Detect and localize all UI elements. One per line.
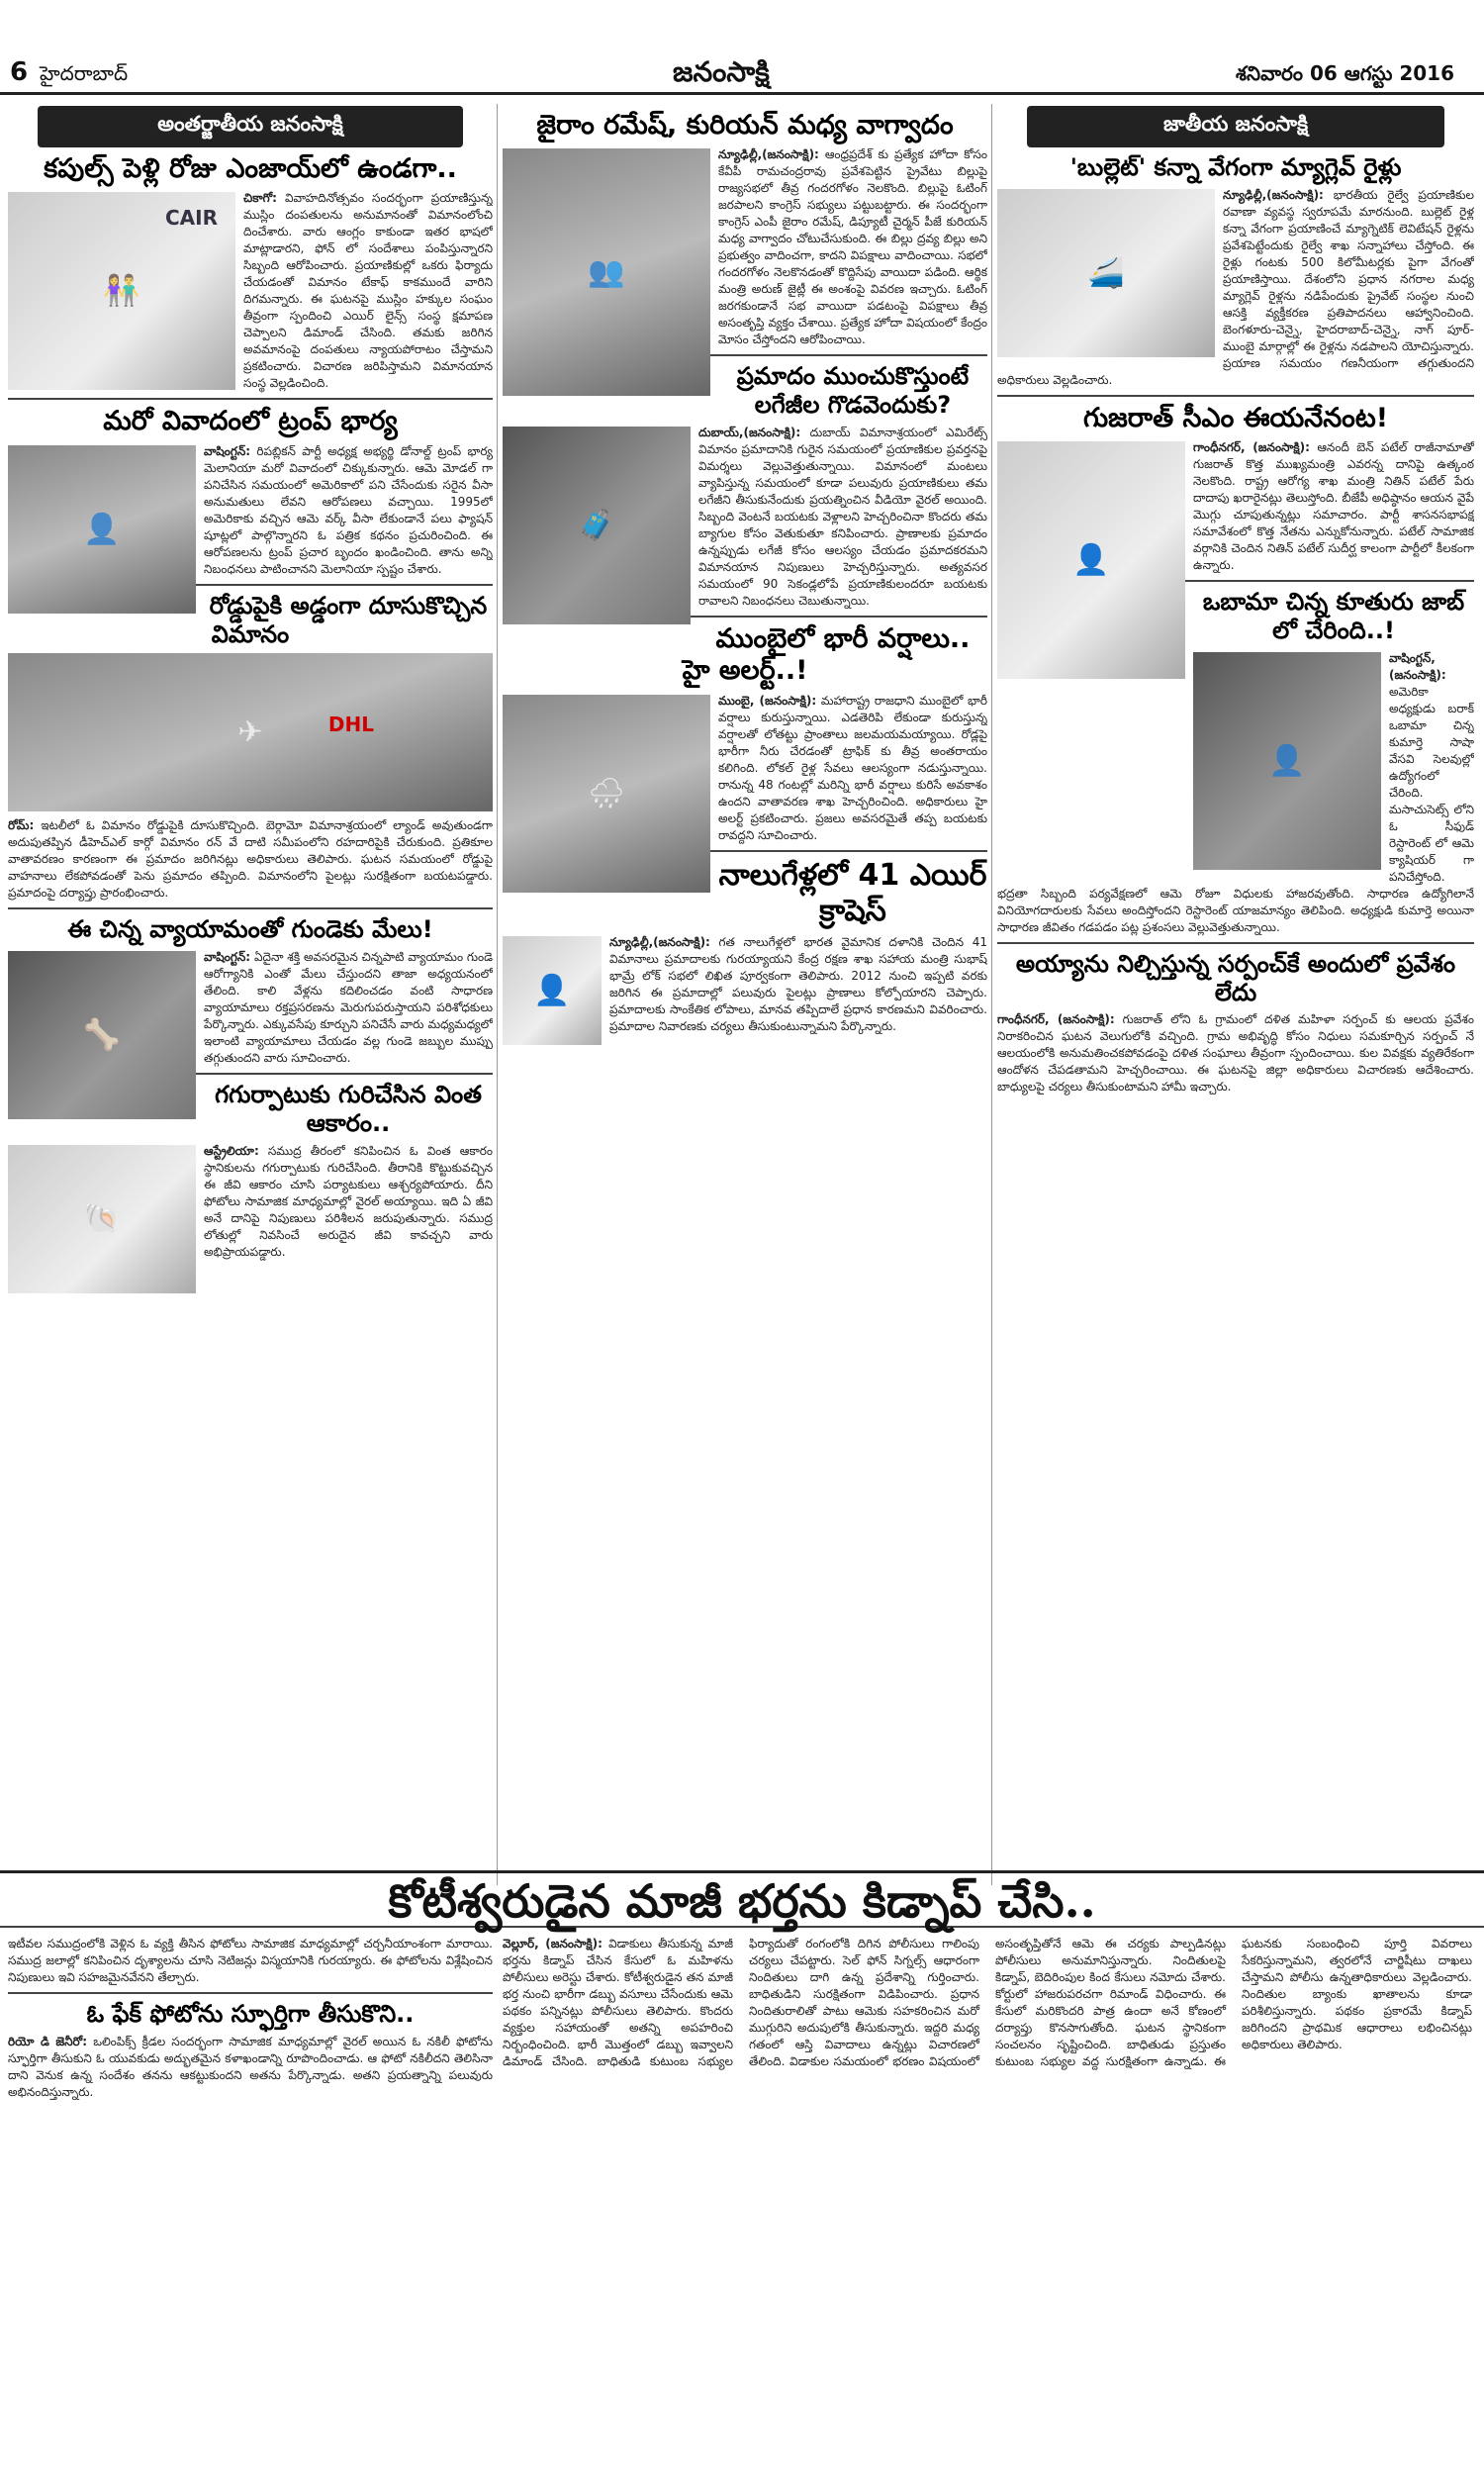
story-text: ఏదైనా శక్తి అవసరమైన చిన్నపాటి వ్యాయామం గుండె ఆరోగ్యానికి ఎంతో మేలు చేస్తుందని తాజా అధ్యయనంలో తేలింది. కాలి వేళ్లను కదిలించడం వంటి సాధారణ వ్యాయామాలు రక్తప్రసరణను మెరుగుపరుస్తాయని పరిశోధకులు పేర్కొన్నారు. ఎక్కువసేపు కూర్చుని పనిచేసే వారు మధ్యమధ్యలో ఇలాంటి వ్యాయామాలు చేయడం వల్ల గుండె జబ్బుల ముప్పు తగ్గుతుందని వారు సూచించారు. — [204, 950, 493, 1066]
headline: అయ్యాను నిల్చిస్తున్న సర్పంచ్‌కే అందులో ప్రవేశం లేదు — [1015, 949, 1456, 1006]
story-couple-flight — [8, 153, 493, 400]
headline: గగుర్పాటుకు గురిచేసిన వింత ఆకారం.. — [215, 1081, 482, 1137]
dateline: వాషింగ్టన్: — [204, 950, 251, 965]
story-mumbai-rains — [503, 623, 987, 852]
story-gujarat-cm — [997, 403, 1474, 582]
train-photo-icon: 🚄 — [1087, 255, 1125, 291]
story-text: విడాకులు తీసుకున్న మాజీ భర్తను కిడ్నాప్ చేసిన కేసులో ఓ మహిళను పోలీసులు అరెస్టు చేశారు. కోటీశ్వరుడైన తన మాజీ భర్త నుంచి భారీగా డబ్బు వసూలు చేసేందుకు ఆమె పథకం పన్నినట్లు పోలీసులు తెలిపారు. కొందరు వ్యక్తుల సహాయంతో అతన్ని అపహరించి నిర్బంధించింది. భారీ మొత్తంలో డబ్బు ఇవ్వాలని డిమాండ్ చేసింది. బాధితుడి కుటుంబ సభ్యుల ఫిర్యాదుతో రంగంలోకి దిగిన పోలీసులు గాలింపు చర్యలు చేపట్టారు. సెల్ ఫోన్ సిగ్నల్స్ ఆధారంగా నిందితులు దాగి ఉన్న ప్రదేశాన్ని గుర్తించారు. బాధితుడిని సురక్షితంగా విడిపించారు. ప్రధాన నిందితురాలితో పాటు ఆమెకు సహకరించిన మరో ముగ్గురిని అదుపులోకి తీసుకున్నారు. ఇద్దరి మధ్య గతంలో ఆస్తి వివాదాలు ఉన్నట్లు విచారణలో తేలింది. విడాకుల సమయంలో భరణం విషయంలో అసంతృప్తితోనే ఆమె ఈ చర్యకు పాల్పడినట్లు పోలీసులు అనుమానిస్తున్నారు. నిందితులపై కిడ్నాప్, బెదిరింపుల కింద కేసులు నమోదు చేశారు. కోర్టులో హాజరుపరచగా రిమాండ్ విధించారు. ఈ కేసులో మరికొందరి పాత్ర ఉందా అనే కోణంలో దర్యాప్తు కొనసాగుతోంది. ఘటన స్థానికంగా సంచలనం సృష్టించింది. బాధితుడు ప్రస్తుతం కుటుంబ సభ్యుల వద్ద సురక్షితంగా ఉన్నాడు. ఈ ఘటనకు సంబంధించి పూర్తి వివరాలు సేకరిస్తున్నామని, త్వరలోనే చార్జిషీటు దాఖలు చేస్తామని పోలీసు ఉన్నతాధికారులు వెల్లడించారు. నిందితుల బ్యాంకు ఖాతాలను కూడా పరిశీలిస్తున్నారు. పథకం ప్రకారమే కిడ్నాప్ జరిగిందని ప్రాథమిక ఆధారాలు లభించినట్లు అధికారులు తెలిపారు. — [503, 1937, 1472, 2068]
story-maglev — [997, 153, 1474, 397]
column-divider — [991, 104, 992, 1885]
dateline: ఆస్ట్రేలియా: — [204, 1143, 259, 1158]
portrait-photo-icon: 👤 — [533, 973, 571, 1008]
portrait-photo-icon: 👤 — [1072, 542, 1110, 578]
lead-story-body — [503, 1936, 1472, 2466]
headline: నాలుగేళ్లలో 41 ఎయిర్ క్రాషెస్ — [718, 857, 987, 928]
story-text: రిపబ్లికన్ పార్టీ అధ్యక్ష అభ్యర్థి డోనాల్డ్ ట్రంప్ భార్య మెలానియా మరో వివాదంలో చిక్కుకున్నారు. ఆమె మోడల్ గా పనిచేసిన సమయంలో అమెరికాలో పని చేసేందుకు సరైన వీసా అనుమతులు లేవని ఆరోపణలు వచ్చాయి. 1995లో అమెరికాకు వచ్చిన ఆమె వర్క్ వీసా లేకుండానే పలు ఫ్యాషన్ షూట్లలో పాల్గొన్నారని ఓ పత్రిక కథనం ప్రచురించింది. ఈ ఆరోపణలను ట్రంప్ ప్రచార బృందం ఖండించింది. తాను అన్ని నిబంధనలు పాటించానని మెలానియా స్పష్టం చేశారు. — [204, 443, 493, 576]
page-number: 6 — [10, 57, 29, 87]
story-sea-photos — [8, 1936, 493, 1994]
story-text: గుజరాత్ లోని ఓ గ్రామంలో దళిత మహిళా సర్పంచ్ కు ఆలయ ప్రవేశం నిరాకరించిన ఘటన వెలుగులోకి వచ్చింది. గ్రామ అభివృద్ధి కోసం నిధులు సమకూర్చిన సర్పంచ్ నే ఆలయంలోకి అనుమతించకపోవడంపై దళిత సంఘాలు తీవ్రంగా స్పందించాయి. కుల వివక్షకు వ్యతిరేకంగా ఆందోళన చేపడతామని హెచ్చరించాయి. ఈ ఘటనపై జిల్లా అధికారులు విచారణకు ఆదేశించారు. బాధ్యులపై చర్యలు తీసుకుంటామని హామీ ఇచ్చారు. — [997, 1012, 1474, 1094]
portrait-photo-icon: 👤 — [83, 512, 121, 547]
dateline: దుబాయ్,(జనంసాక్షి): — [698, 425, 801, 439]
newspaper-logo: జనంసాక్షి — [673, 55, 770, 88]
section-banner: జాతీయ జనంసాక్షి — [1027, 106, 1444, 147]
story-luggage — [503, 362, 987, 618]
headline: ప్రమాదం ముంచుకొస్తుంటే లగేజీల గొడవెందుకు? — [736, 362, 970, 420]
section-banner: అంతర్జాతీయ జనంసాక్షి — [38, 106, 463, 147]
plane-cabin-photo — [503, 427, 691, 624]
rain-photo-icon: 🌧 — [587, 776, 626, 811]
national-column — [997, 104, 1474, 1865]
airplane-photo-icon: ✈ — [237, 714, 263, 750]
story-heart-exercise — [8, 915, 493, 1075]
cair-logo-text: CAIR — [165, 206, 218, 231]
dateline: రోమ్: — [8, 818, 35, 833]
headline: ఒబామా చిన్న కూతురు జాబ్ లో చేరింది..! — [1202, 588, 1465, 644]
minister-photo — [503, 936, 602, 1045]
story-text: గత నాలుగేళ్లలో భారత వైమానిక దళానికి చెందిన 41 విమానాలు ప్రమాదాలకు గురయ్యాయని కేంద్ర రక్షణ శాఖ సహాయ మంత్రి సుభాష్ భామ్రే లోక్ సభలో లిఖిత పూర్వకంగా తెలిపారు. 2012 నుంచి ఇప్పటి వరకు జరిగిన ఈ ప్రమాదాల్లో పలువురు పైలట్లు ప్రాణాలు కోల్పోయారని చెప్పారు. ప్రమాదాలకు సాంకేతిక లోపాలు, మానవ తప్పిదాలే ప్రధాన కారణమని వివరించారు. ప్రమాదాల నివారణకు చర్యలు తీసుకుంటున్నామని పేర్కొన్నారు. — [609, 934, 987, 1033]
story-sarpanch-temple — [997, 950, 1474, 1102]
headline: కపుల్స్ పెళ్లి రోజు ఎంజాయ్‌లో ఉండగా.. — [44, 153, 457, 184]
headline: 'బుల్లెట్' కన్నా వేగంగా మ్యాగ్లెవ్ రైళ్లు — [1069, 153, 1402, 181]
sea-creature-photo — [8, 1145, 196, 1293]
dateline: ముంబై, (జనంసాక్షి): — [718, 693, 817, 708]
bone-photo-icon: 🦴 — [83, 1017, 121, 1053]
story-text: అమెరికా అధ్యక్షుడు బరాక్ ఒబామా చిన్న కుమార్తె సాషా వేసవి సెలవుల్లో ఉద్యోగంలో చేరింది. మసాచుసెట్స్ లోని ఓ సీఫుడ్ రెస్టారెంట్ లో ఆమె క్యాషియర్ గా పనిచేస్తోంది. భద్రతా సిబ్బంది పర్యవేక్షణలో ఆమె రోజూ విధులకు హాజరవుతోంది. సాధారణ ఉద్యోగిలానే వినియోగదారులకు సేవలు అందిస్తోందని రెస్టారెంట్ యాజమాన్యం తెలిపింది. అధ్యక్షుడి కుమార్తె అయినా సాధారణ జీవితం గడపడం పట్ల ప్రశంసలు వెల్లువెత్తుతున్నాయి. — [997, 684, 1474, 934]
headline: మరో వివాదంలో ట్రంప్ భార్య — [103, 406, 398, 437]
couple-photo — [8, 192, 235, 390]
story-text: ఇటీవల సముద్రంలోకి వెళ్లిన ఓ వ్యక్తి తీసిన ఫోటోలు సామాజిక మాధ్యమాల్లో చర్చనీయాంశంగా మారాయి. సముద్ర జలాల్లో కనిపించిన దృశ్యాలను చూసి నెటిజన్లు విస్మయానికి గురయ్యారు. ఈ ఫోటోలను విశ్లేషించిన నిపుణులు ఇవి సహజమైనవేనని తేల్చారు. — [8, 1937, 493, 1984]
headline: రోడ్డుపైకి అడ్డంగా దూసుకొచ్చిన విమానం — [209, 591, 488, 648]
story-text: ఇటలీలో ఓ విమానం రోడ్డుపైకి దూసుకొచ్చింది. బెర్గామో విమానాశ్రయంలో ల్యాండ్ అవుతుండగా అదుపుతప్పిన డీహెచ్ఎల్ కార్గో విమానం రన్ వే దాటి సమీపంలోని రహదారిపైకి చేరుకుంది. ప్రతికూల వాతావరణం కారణంగా ఈ ప్రమాదం జరిగినట్లు అధికారులు తెలిపారు. ఘటన సమయంలో రోడ్డుపై వాహనాలు లేకపోవడంతో పెను ప్రమాదం తప్పింది. విమానంలోని పైలట్లు సురక్షితంగా బయటపడ్డారు. ప్రమాదంపై దర్యాప్తు ప్రారంభించారు. — [8, 818, 493, 901]
headline: జైరాం రమేష్, కురియన్ మధ్య వాగ్వాదం — [536, 110, 954, 141]
dateline: చికాగో: — [243, 191, 277, 206]
headline: ముంబైలో భారీ వర్షాలు.. హై అలర్ట్..! — [682, 622, 971, 687]
dateline: న్యూఢిల్లీ,(జనంసాక్షి): — [609, 934, 710, 949]
dateline: వెల్లూర్, (జనంసాక్షి): — [503, 1937, 603, 1951]
sasha-photo — [1193, 652, 1381, 870]
plane-crash-photo — [8, 653, 493, 811]
dhl-logo-text: DHL — [327, 713, 374, 737]
issue-date: శనివారం 06 ఆగస్టు 2016 — [1236, 61, 1454, 85]
dateline: గాంధీనగర్, (జనంసాక్షి): — [1193, 440, 1310, 455]
international-column — [8, 104, 493, 1865]
mumbai-rain-photo — [503, 695, 710, 893]
nitin-patel-photo — [997, 441, 1185, 679]
story-text: సముద్ర తీరంలో కనిపించిన ఓ వింత ఆకారం స్థానికులను గగుర్పాటుకు గురిచేసింది. తీరానికి కొట్టుకువచ్చిన ఈ జీవి ఆకారం చూసి పర్యాటకులు ఆశ్చర్యపోయారు. దీని ఫోటోలు సామాజిక మాధ్యమాల్లో వైరల్ అయ్యాయి. ఇది ఏ జీవి అనే దానిపై నిపుణులు పరిశీలన జరుపుతున్నారు. సముద్ర లోతుల్లో నివసించే అరుదైన జీవి కావచ్చని వారు అభిప్రాయపడ్డారు. — [204, 1143, 493, 1259]
story-plane-on-road — [8, 592, 493, 910]
column-divider — [497, 104, 498, 1885]
lower-left-column — [8, 1936, 493, 2466]
train-photo — [997, 189, 1215, 357]
headline: ఓ ఫేక్ ఫోటోను స్ఫూర్తిగా తీసుకొని.. — [86, 2000, 415, 2028]
dateline: గాంధీనగర్, (జనంసాక్షి): — [997, 1012, 1115, 1027]
story-text: ఆనందీ బెన్ పటేల్ రాజీనామాతో గుజరాత్ కొత్త ముఖ్యమంత్రి ఎవరన్న దానిపై ఉత్కంఠ నెలకొంది. రాష్ట్ర ఆరోగ్య శాఖ మంత్రి నితిన్ పటేల్ పేరు దాదాపు ఖరారైనట్లు తెలుస్తోంది. బీజేపీ అధిష్ఠానం ఆయన వైపే మొగ్గు చూపుతున్నట్లు సమాచారం. పార్టీ శాసనసభాపక్ష సమావేశంలో కొత్త నేతను ఎన్నుకోనున్నారు. పటేల్ సామాజిక వర్గానికి చెందిన నితిన్ పటేల్ సుదీర్ఘ కాలంగా పార్టీలో కీలకంగా ఉన్నారు. — [1193, 440, 1474, 573]
dateline: వాషింగ్టన్, (జనంసాక్షి): — [1389, 650, 1446, 682]
headline: ఈ చిన్న వ్యాయామంతో గుండెకు మేలు! — [67, 915, 433, 944]
story-text: ఆంధ్రప్రదేశ్ కు ప్రత్యేక హోదా కోసం కేవీపీ రామచంద్రరావు ప్రవేశపెట్టిన ప్రైవేటు బిల్లుపై రాజ్యసభలో తీవ్ర గందరగోళం నెలకొంది. బిల్లుపై ఓటింగ్ జరపాలని కాంగ్రెస్ సభ్యులు పట్టుబట్టారు. ఈ సందర్భంగా కాంగ్రెస్ ఎంపీ జైరాం రమేష్, డిప్యూటీ చైర్మన్ పీజే కురియన్ మధ్య వాగ్వాదం చోటుచేసుకుంది. ఈ బిల్లు ద్రవ్య బిల్లు అని ప్రభుత్వం వాదించగా, కాదని విపక్షాలు వాదించాయి. సభలో గందరగోళం నెలకొనడంతో కొద్దిసేపు వాయిదా పడింది. ఆర్థిక మంత్రి అరుణ్ జైట్లీ ఈ అంశంపై వివరణ ఇచ్చారు. ఓటింగ్ జరగకుండానే సభ వాయిదా పడటంపై విపక్షాలు తీవ్ర అసంతృప్తి వ్యక్తం చేశాయి. ప్రత్యేక హోదా విషయంలో కేంద్రం మోసం చేస్తోందని ఆరోపించాయి. — [718, 147, 987, 347]
story-text: దుబాయ్ విమానాశ్రయంలో ఎమిరేట్స్ విమానం ప్రమాదానికి గురైన సమయంలో ప్రయాణికుల ప్రవర్తనపై విమర్శలు వెల్లువెత్తుతున్నాయి. విమానంలో మంటలు వ్యాపిస్తున్న సమయంలో కూడా పలువురు ప్రయాణికులు తమ లగేజీని తీసుకునేందుకు ప్రయత్నించిన వీడియో వైరల్ అయింది. సిబ్బంది వెంటనే బయటకు వెళ్లాలని హెచ్చరించినా కొందరు తమ బ్యాగుల కోసం వెతుకుతూ కనిపించారు. ప్రాణాలకు ప్రమాదం ఉన్నప్పుడు లగేజీ కోసం ఆలస్యం చేయడం ప్రమాదకరమని విమానయాన నిపుణులు హెచ్చరిస్తున్నారు. అత్యవసర సమయంలో 90 సెకండ్లలోపే ప్రయాణికులందరూ బయటకు రావాలని నిబంధనలు చెబుతున్నాయి. — [698, 425, 987, 608]
story-fake-photo — [8, 2000, 493, 2107]
cabin-photo-icon: 🧳 — [578, 508, 615, 543]
dateline: రియో డి జెనీరో: — [8, 2034, 87, 2048]
foot-xray-photo — [8, 951, 196, 1119]
parliament-photo — [503, 148, 710, 396]
story-jairam-kurien — [503, 110, 987, 356]
headline: గుజరాత్ సీఎం ఈయనేనంట! — [1082, 402, 1389, 433]
dateline: న్యూఢిల్లీ,(జనంసాక్షి): — [1223, 187, 1324, 202]
story-text: భారతీయ రైల్వే ప్రయాణికుల రవాణా వ్యవస్థ స్వరూపమే మారనుంది. బుల్లెట్ రైళ్ల కన్నా వేగంగా ప్రయాణించే మ్యాగ్నెటిక్ లెవిటేషన్ రైళ్లను ప్రవేశపెట్టేందుకు రైల్వే శాఖ సన్నాహాలు చేస్తోంది. ఈ రైళ్లు గంటకు 500 కిలోమీటర్లకు పైగా వేగంతో ప్రయాణిస్తాయి. దేశంలోని ప్రధాన నగరాల మధ్య మ్యాగ్లెవ్ రైళ్లను నడిపేందుకు ప్రైవేట్ సంస్థల నుంచి ఆసక్తి వ్యక్తీకరణ ప్రతిపాదనలు ఆహ్వానించింది. బెంగళూరు-చెన్నై, హైదరాబాద్-చెన్నై, నాగ్ పూర్-ముంబై మార్గాల్లో ఈ రైళ్లను నడపాలని యోచిస్తున్నారు. ప్రయాణ సమయం గణనీయంగా తగ్గుతుందని అధికారులు వెల్లడించారు. — [997, 187, 1474, 387]
people-photo-icon: 👫 — [103, 273, 140, 309]
dateline: వాషింగ్టన్: — [204, 443, 251, 458]
story-text: వివాహదినోత్సవం సందర్భంగా ప్రయాణిస్తున్న ముస్లిం దంపతులను అనుమానంతో విమానంలోంచి దించేశారు. వారు ఆంగ్లం కాకుండా ఇతర భాషలో మాట్లాడారని, ఫోన్ లో సందేశాలు పంపిస్తున్నారని సిబ్బంది ఆరోపించారు. ప్రయాణికుల్లో ఒకరు ఫిర్యాదు చేయడంతో విమానం టేకాఫ్ కాకముందే వారిని దిగమన్నారు. ఈ ఘటనపై ముస్లిం హక్కుల సంఘం తీవ్రంగా స్పందించి ఎయిర్ లైన్స్ సంస్థ క్షమాపణ చెప్పాలని డిమాండ్ చేసింది. తమకు జరిగిన అవమానంపై దంపతులు న్యాయపోరాటం చేస్తామని ప్రకటించారు. విచారణ జరిపిస్తామని విమానయాన సంస్థ వెల్లడించింది. — [243, 191, 493, 391]
dateline: న్యూఢిల్లీ,(జనంసాక్షి): — [718, 147, 819, 162]
lead-headline: కోటీశ్వరుడైన మాజీ భర్తను కిడ్నాప్ చేసి.. — [0, 1870, 1484, 1928]
portrait-photo-icon: 👤 — [1268, 743, 1306, 779]
center-column — [503, 104, 987, 1865]
shell-photo-icon: 🐚 — [83, 1201, 121, 1237]
story-text: ఒలింపిక్స్ క్రీడల సందర్భంగా సామాజిక మాధ్యమాల్లో వైరల్ అయిన ఓ నకిలీ ఫోటోను స్ఫూర్తిగా తీసుకుని ఓ యువకుడు అద్భుతమైన కళాఖండాన్ని రూపొందించాడు. ఆ ఫోటో నకిలీదని తెలిసినా దాని వెనుక ఉన్న సందేశం తనను ఆకట్టుకుందని అతను పేర్కొన్నాడు. అతని ప్రయత్నాన్ని పలువురు అభినందిస్తున్నారు. — [8, 2034, 493, 2099]
melania-photo — [8, 445, 196, 614]
people-photo-icon: 👥 — [588, 254, 625, 290]
story-trump-wife — [8, 406, 493, 585]
edition-city: హైదరాబాద్ — [40, 61, 129, 85]
masthead — [0, 0, 1484, 95]
story-text: మహారాష్ట్ర రాజధాని ముంబైలో భారీ వర్షాలు కురుస్తున్నాయి. ఎడతెరిపి లేకుండా కురుస్తున్న వర్షాలతో లోతట్టు ప్రాంతాలు జలమయమయ్యాయి. రోడ్లపై భారీగా నీరు చేరడంతో ట్రాఫిక్ కు తీవ్ర అంతరాయం కలిగింది. లోకల్ రైళ్ల సేవలు ఆలస్యంగా నడుస్తున్నాయి. రానున్న 48 గంటల్లో మరిన్ని భారీ వర్షాలు కురిసే అవకాశం ఉందని వాతావరణ శాఖ హెచ్చరించింది. అధికారులు హై అలర్ట్ ప్రకటించారు. ప్రజలు అవసరమైతే తప్ప బయటకు రావద్దని సూచించారు. — [718, 693, 987, 842]
